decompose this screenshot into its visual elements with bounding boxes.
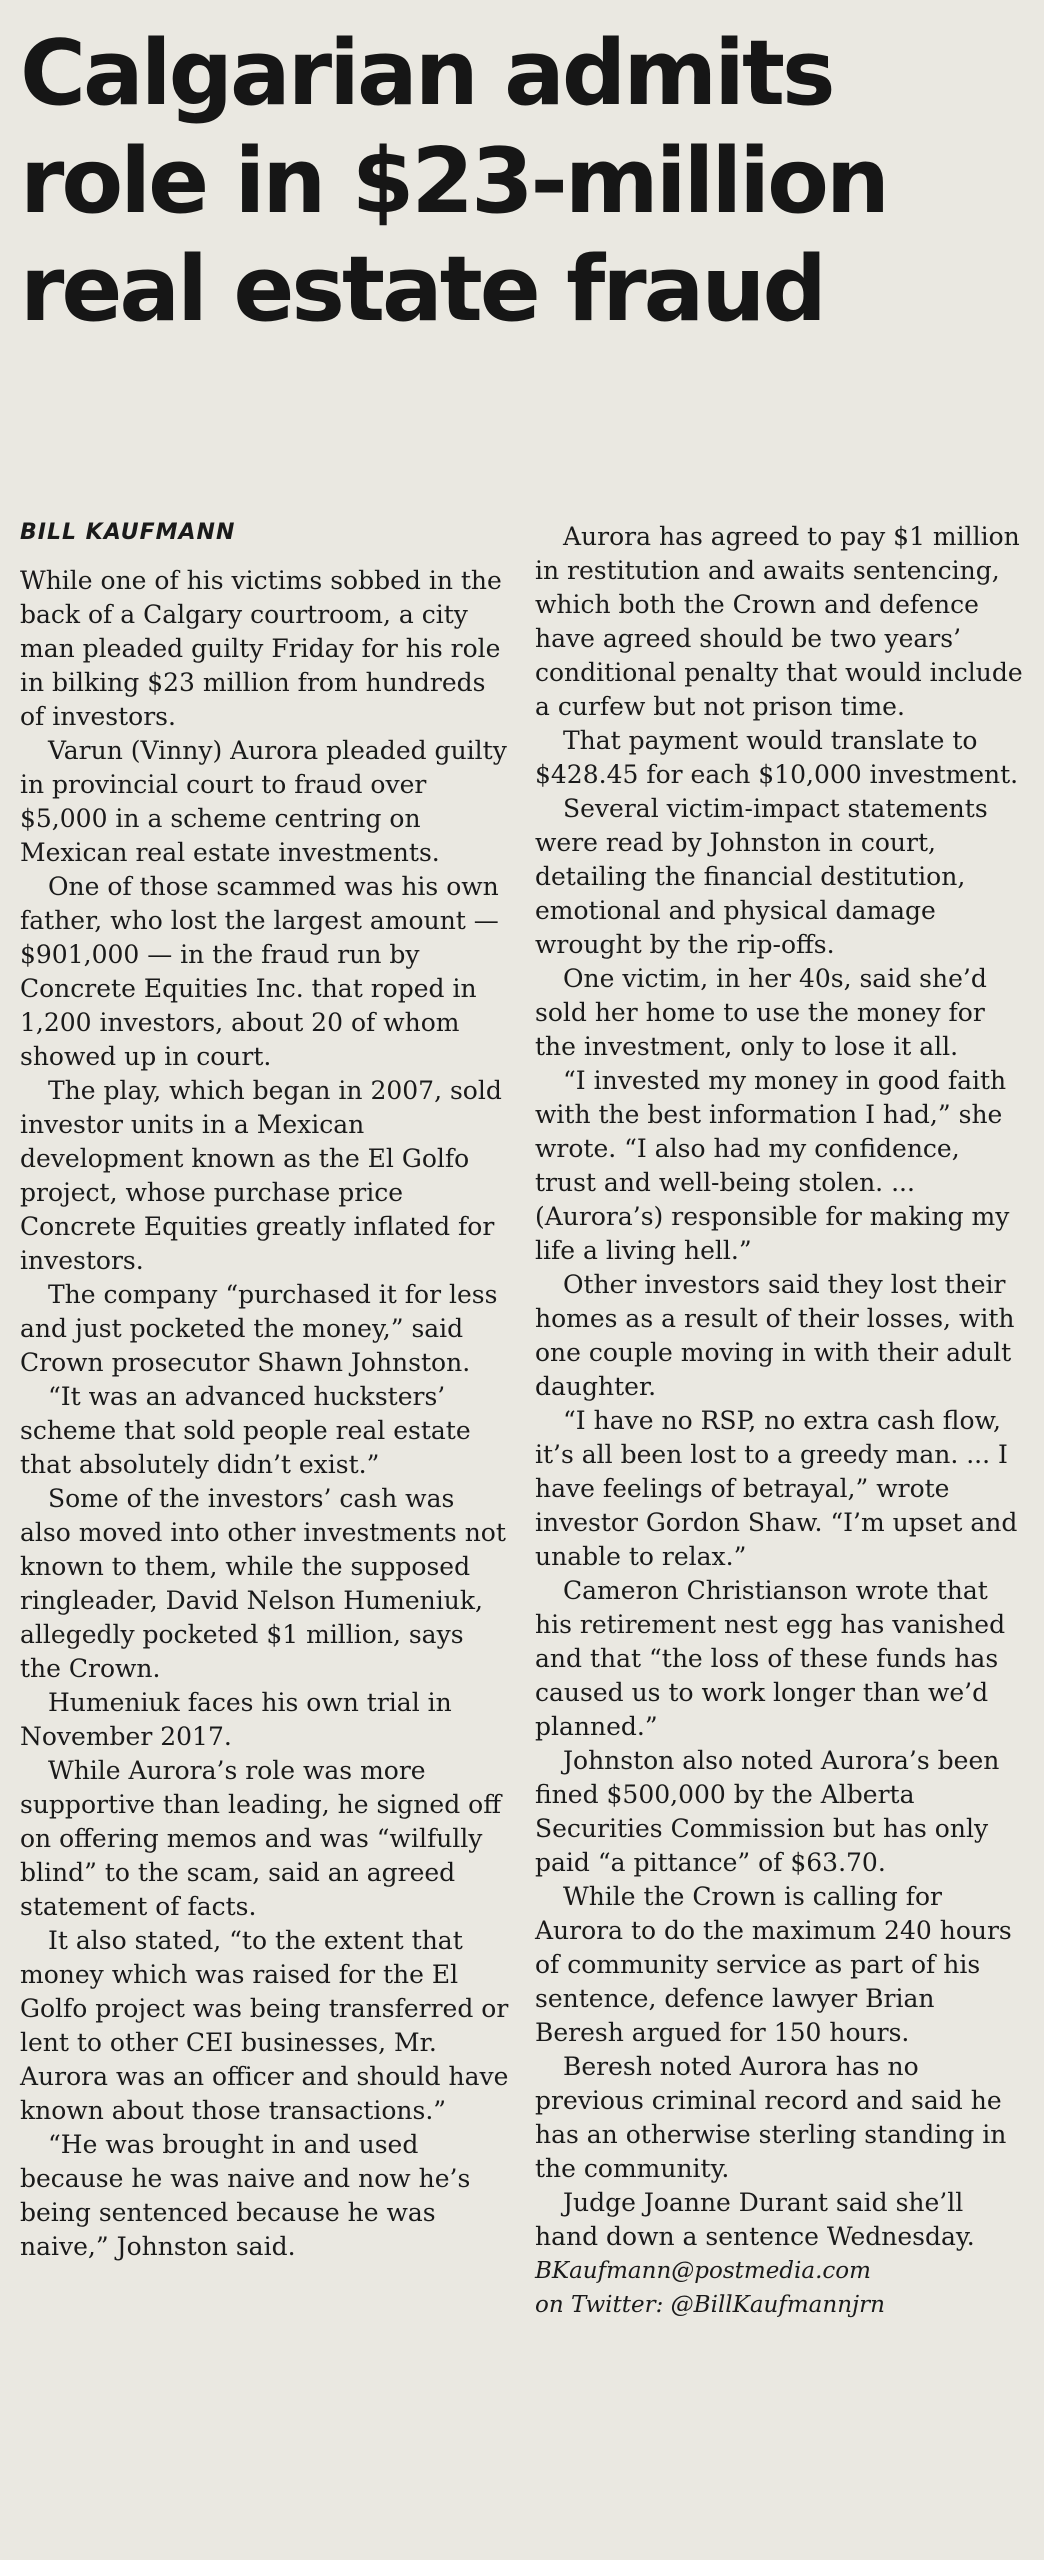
paragraph: Aurora has agreed to pay $1 million in restitution and awaits sentencing, which both the Crown and defence have agreed should be two years’ conditional penalty that would include a curfew but not prison time. [535, 522, 1023, 721]
paragraph: The company “purchased it for less and just pocketed the money,” said Crown prosecutor Shawn Johnston. [20, 1280, 498, 1377]
paragraph: “I invested my money in good faith with the best information I had,” she wrote. “I also had my confidence, trust and well-being stolen. ... (Aurora’s) responsible for making my life a living hell.” [535, 1066, 1010, 1265]
paragraph: Some of the investors’ cash was also moved into other investments not known to them, while the supposed ringleader, David Nelson Humeniuk, allegedly pocketed $1 million, says the Crown. [20, 1484, 506, 1683]
paragraph: Varun (Vinny) Aurora pleaded guilty in provincial court to fraud over $5,000 in a scheme centring on Mexican real estate investments. [20, 736, 507, 867]
headline-line-3: real estate fraud [20, 237, 824, 342]
paragraph: Several victim-impact statements were read by Johnston in court, detailing the financial destitution, emotional and physical damage wrought by the rip-offs. [535, 794, 988, 959]
paragraph: Cameron Christianson wrote that his retirement nest egg has vanished and that “the loss of these funds has caused us to work longer than we’d planned.” [535, 1576, 1006, 1741]
headline-line-1: Calgarian admits [20, 21, 833, 126]
paragraph: Other investors said they lost their homes as a result of their losses, with one couple moving in with their adult daughter. [535, 1270, 1015, 1401]
paragraph: Judge Joanne Durant said she’ll hand down a sentence Wednesday. [535, 2188, 975, 2251]
byline: BILL KAUFMANN [20, 520, 236, 545]
paragraph: One victim, in her 40s, said she’d sold her home to use the money for the investment, only to lose it all. [535, 964, 987, 1061]
paragraph: “I have no RSP, no extra cash flow, it’s all been lost to a greedy man. ... I have feelings of betrayal,” wrote investor Gordon Shaw. “I’m upset and unable to relax.” [535, 1406, 1018, 1571]
author-email: BKaufmann@postmedia.com [535, 2258, 871, 2284]
paragraph: “It was an advanced hucksters’ scheme that sold people real estate that absolutely didn’t exist.” [20, 1382, 471, 1479]
paragraph: While one of his victims sobbed in the back of a Calgary courtroom, a city man pleaded guilty Friday for his role in bilking $23 million from hundreds of investors. [20, 566, 502, 731]
paragraph: Johnston also noted Aurora’s been fined $500,000 by the Alberta Securities Commission but has only paid “a pittance” of $63.70. [535, 1746, 1000, 1877]
paragraph: It also stated, “to the extent that money which was raised for the El Golfo project was being transferred or lent to other CEI businesses, Mr. Aurora was an officer and should have known about those transactions.” [20, 1926, 509, 2125]
paragraph: While Aurora’s role was more supportive than leading, he signed off on offering memos and was “wilfully blind” to the scam, said an agreed statement of facts. [20, 1756, 501, 1921]
paragraph: Beresh noted Aurora has no previous criminal record and said he has an otherwise sterling standing in the community. [535, 2052, 1007, 2183]
headline-line-2: role in $23-million [20, 129, 887, 234]
paragraph: The play, which began in 2007, sold investor units in a Mexican development known as the El Golfo project, whose purchase price Concrete Equities greatly inflated for investors. [20, 1076, 502, 1275]
paragraph: While the Crown is calling for Aurora to do the maximum 240 hours of community service as part of his sentence, defence lawyer Brian Beresh argued for 150 hours. [535, 1882, 1012, 2047]
article-column-left [20, 520, 510, 2264]
paragraph: That payment would translate to $428.45 for each $10,000 investment. [535, 726, 1019, 789]
headline [20, 20, 1030, 344]
paragraph: Humeniuk faces his own trial in November 2017. [20, 1688, 452, 1751]
paragraph: “He was brought in and used because he was naive and now he’s being sentenced because he was naive,” Johnston said. [20, 2130, 471, 2261]
author-twitter: on Twitter: @BillKaufmannjrn [535, 2292, 885, 2318]
article-column-right [535, 520, 1025, 2322]
paragraph: One of those scammed was his own father, who lost the largest amount — $901,000 — in the fraud run by Concrete Equities Inc. that roped in 1,200 investors, about 20 of whom showed up in court. [20, 872, 499, 1071]
